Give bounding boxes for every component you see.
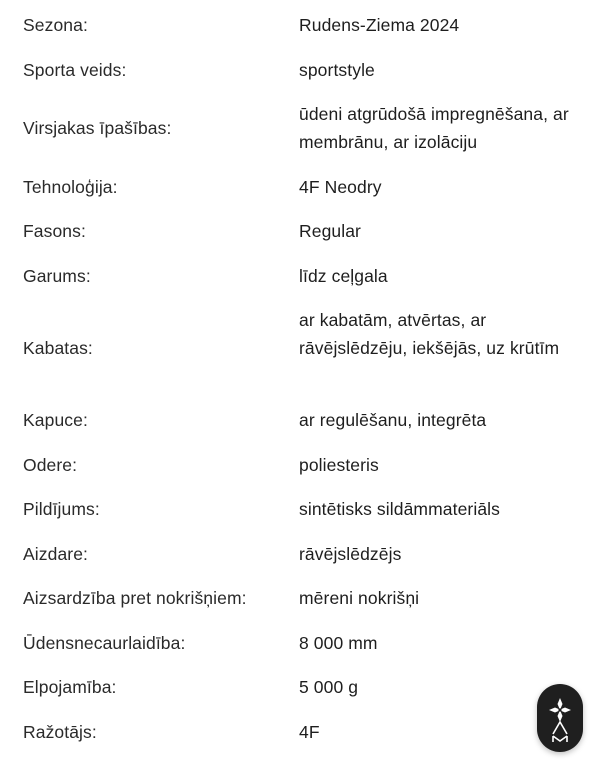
spec-label: Elpojamība:: [23, 677, 117, 697]
spec-value: ūdeni atgrūdošā impregnēšana, ar membrānu, ar izolāciju: [299, 104, 569, 152]
spec-label: Sporta veids:: [23, 60, 127, 80]
spec-label: Fasons:: [23, 221, 86, 241]
brand-badge-button[interactable]: [537, 684, 583, 752]
spec-value: 4F: [299, 722, 320, 742]
spec-value: poliesteris: [299, 455, 379, 475]
spec-label: Odere:: [23, 455, 78, 475]
spec-value: 4F Neodry: [299, 177, 382, 197]
spec-label: Ūdensnecaurlaidība:: [23, 633, 186, 653]
spec-value: sportstyle: [299, 60, 375, 80]
spec-label: Tehnoloģija:: [23, 177, 118, 197]
spec-value: mēreni nokrišņi: [299, 588, 420, 608]
spec-value: rāvējslēdzējs: [299, 544, 402, 564]
spec-label: Aizdare:: [23, 544, 88, 564]
brand-logo-icon: [537, 684, 583, 752]
spec-label: Kapuce:: [23, 410, 88, 430]
spec-value: 5 000 g: [299, 677, 359, 697]
spec-label: Ražotājs:: [23, 722, 97, 742]
spec-label: Sezona:: [23, 15, 88, 35]
spec-label: Virsjakas īpašības:: [23, 118, 172, 138]
spec-label: Pildījums:: [23, 499, 100, 519]
spec-value: sintētisks sildāmmateriāls: [299, 499, 500, 519]
spec-label: Garums:: [23, 266, 91, 286]
spec-label: Aizsardzība pret nokrišņiem:: [23, 588, 247, 608]
spec-value: ar kabatām, atvērtas, ar rāvējslēdzēju, iekšējās, uz krūtīm: [299, 310, 560, 358]
spec-value: ar regulēšanu, integrēta: [299, 410, 487, 430]
spec-value: 8 000 mm: [299, 633, 378, 653]
spec-label: Kabatas:: [23, 338, 93, 358]
spec-value: līdz ceļgala: [299, 266, 388, 286]
spec-value: Regular: [299, 221, 361, 241]
spec-value: Rudens-Ziema 2024: [299, 15, 460, 35]
